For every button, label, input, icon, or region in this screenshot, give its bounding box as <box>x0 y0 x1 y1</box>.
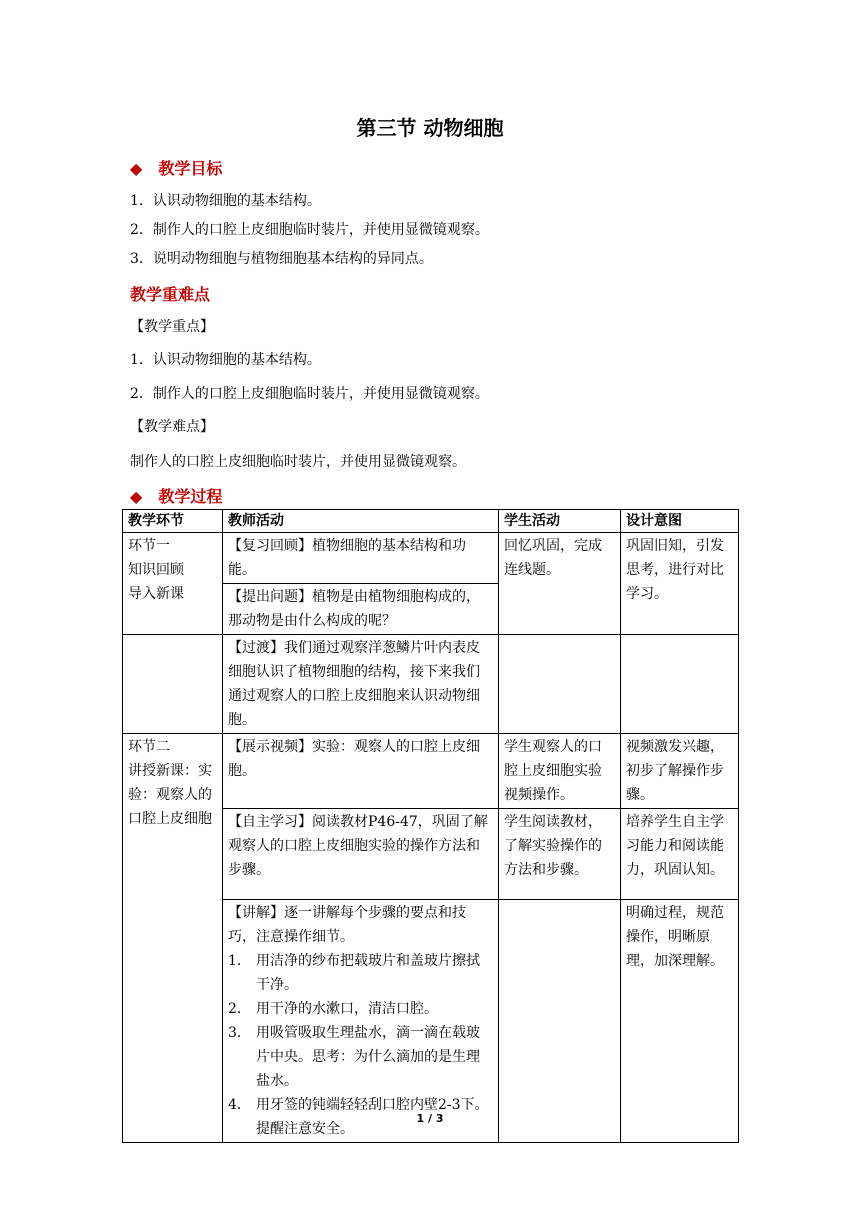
column-header: 教学环节 <box>123 510 223 533</box>
difficulty-label: 【教学难点】 <box>130 419 214 435</box>
teacher-activity-cell: 【自主学习】阅读教材P46-47，巩固了解观察人的口腔上皮细胞实验的操作方法和步骤。 <box>223 809 499 900</box>
stage-cell <box>123 635 223 734</box>
step-text: 用吸管吸取生理盐水，滴一滴在载玻片中央。思考：为什么滴加的是生理盐水。 <box>256 1025 480 1089</box>
page-indicator: 1 / 3 <box>416 1112 444 1125</box>
teacher-activity-cell: 【展示视频】实验：观察人的口腔上皮细胞。 <box>223 734 499 809</box>
goal-item: 2．制作人的口腔上皮细胞临时装片，并使用显微镜观察。 <box>130 222 489 238</box>
student-activity-cell: 回忆巩固，完成连线题。 <box>499 533 621 635</box>
explain-intro: 【讲解】逐一讲解每个步骤的要点和技巧，注意操作细节。 <box>228 905 466 945</box>
teacher-activity-cell <box>223 900 499 1143</box>
stage-text: 环节二 讲授新课：实验：观察人的口腔上皮细胞 <box>128 739 212 827</box>
section-title: 教学目标 <box>158 159 223 178</box>
design-intent-cell: 培养学生自主学习能力和阅读能力，巩固认知。 <box>621 809 739 900</box>
step-text: 用牙签的钝端轻轻刮口腔内壁2-3下。提醒注意安全。 <box>256 1097 489 1137</box>
diamond-bullet-icon: ◆ <box>130 487 143 506</box>
table-row <box>123 635 739 734</box>
student-activity-cell <box>499 900 621 1143</box>
section-title: 教学重难点 <box>130 285 211 304</box>
step-number: 1． <box>228 953 251 969</box>
list-item <box>228 1021 493 1093</box>
step-number: 2． <box>228 1001 251 1017</box>
list-item <box>228 997 493 1021</box>
section-heading-goals <box>130 156 222 179</box>
column-header: 教师活动 <box>223 510 499 533</box>
section-heading-process <box>130 484 222 507</box>
step-text: 用干净的水漱口，清洁口腔。 <box>256 1001 438 1017</box>
table-row <box>123 734 739 809</box>
teacher-activity-cell: 【提出问题】植物是由植物细胞构成的，那动物是由什么构成的呢？ <box>223 584 499 635</box>
section-title: 教学过程 <box>158 487 223 506</box>
goal-item: 3．说明动物细胞与植物细胞基本结构的异同点。 <box>130 251 433 267</box>
step-number: 4． <box>228 1097 251 1113</box>
difficulty-text: 制作人的口腔上皮细胞临时装片，并使用显微镜观察。 <box>130 454 466 470</box>
design-intent-cell: 明确过程，规范操作，明晰原理，加深理解。 <box>621 900 739 1143</box>
key-item: 1．认识动物细胞的基本结构。 <box>130 352 321 368</box>
table-row <box>123 533 739 584</box>
step-text: 用洁净的纱布把载玻片和盖玻片擦拭干净。 <box>256 953 480 993</box>
step-number: 3． <box>228 1025 251 1041</box>
student-activity-cell: 学生观察人的口腔上皮细胞实验视频操作。 <box>499 734 621 809</box>
stage-cell <box>123 734 223 1143</box>
teacher-activity-cell: 【过渡】我们通过观察洋葱鳞片叶内表皮细胞认识了植物细胞的结构，接下来我们通过观察人的口腔上皮细胞来认识动物细胞。 <box>223 635 499 734</box>
diamond-bullet-icon: ◆ <box>130 159 143 178</box>
page-title: 第三节 动物细胞 <box>356 116 504 140</box>
design-intent-cell: 视频激发兴趣，初步了解操作步骤。 <box>621 734 739 809</box>
column-header: 学生活动 <box>499 510 621 533</box>
stage-cell: 环节一 知识回顾 导入新课 <box>123 533 223 635</box>
teacher-activity-cell: 【复习回顾】植物细胞的基本结构和功能。 <box>223 533 499 584</box>
design-intent-cell <box>621 635 739 734</box>
student-activity-cell <box>499 635 621 734</box>
design-intent-cell: 巩固旧知，引发思考，进行对比学习。 <box>621 533 739 635</box>
key-label: 【教学重点】 <box>130 319 214 335</box>
section-heading-key <box>130 282 210 305</box>
process-table <box>122 509 739 1143</box>
column-header: 设计意图 <box>621 510 739 533</box>
key-item: 2．制作人的口腔上皮细胞临时装片，并使用显微镜观察。 <box>130 386 489 402</box>
table-header-row <box>123 510 739 533</box>
goal-item: 1．认识动物细胞的基本结构。 <box>130 193 321 209</box>
list-item <box>228 949 493 997</box>
student-activity-cell: 学生阅读教材，了解实验操作的方法和步骤。 <box>499 809 621 900</box>
